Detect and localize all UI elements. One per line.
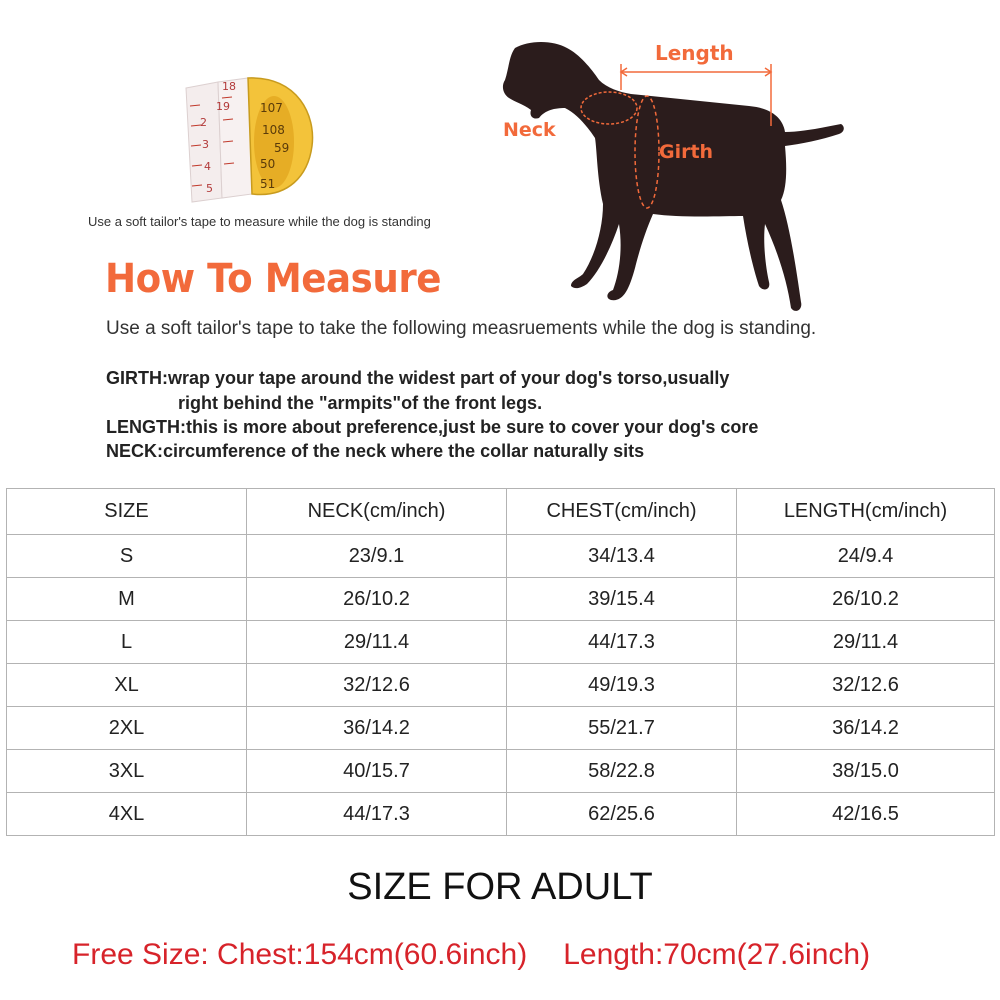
free-size-length: Length:70cm(27.6inch)	[563, 938, 871, 971]
tape-number: 5	[206, 182, 213, 195]
length-cell: 38/15.0	[737, 750, 995, 793]
neck-cell: 23/9.1	[247, 535, 507, 578]
size-cell: 2XL	[7, 707, 247, 750]
tape-number: 19	[216, 100, 230, 113]
tape-measure-illustration	[178, 76, 328, 206]
chest-cell: 55/21.7	[507, 707, 737, 750]
tape-number: 18	[222, 80, 236, 93]
length-cell: 24/9.4	[737, 535, 995, 578]
table-row	[7, 750, 995, 793]
neck-cell: 44/17.3	[247, 793, 507, 836]
neck-cell: 40/15.7	[247, 750, 507, 793]
length-cell: 42/16.5	[737, 793, 995, 836]
girth-label: Girth	[659, 141, 714, 163]
tape-number: 59	[274, 141, 290, 155]
girth-instruction-continued: right behind the "armpits"of the front legs.	[178, 393, 543, 413]
dog-silhouette	[503, 42, 844, 311]
tape-number: 2	[200, 116, 207, 129]
neck-cell: 32/12.6	[247, 664, 507, 707]
neck-cell: 29/11.4	[247, 621, 507, 664]
tape-number: 107	[260, 101, 283, 115]
table-row	[7, 793, 995, 836]
length-label: Length	[655, 41, 734, 65]
neck-cell: 36/14.2	[247, 707, 507, 750]
neck-label: Neck	[503, 119, 556, 141]
girth-instruction: GIRTH:wrap your tape around the widest part of your dog's torso,usually	[106, 368, 730, 388]
length-cell: 36/14.2	[737, 707, 995, 750]
size-cell: 3XL	[7, 750, 247, 793]
size-for-adult-title: SIZE FOR ADULT	[347, 866, 653, 908]
table-row	[7, 664, 995, 707]
tape-number: 51	[260, 177, 276, 191]
table-row	[7, 621, 995, 664]
tape-number: 50	[260, 157, 276, 171]
table-row	[7, 578, 995, 621]
length-cell: 32/12.6	[737, 664, 995, 707]
free-size-chest: Free Size: Chest:154cm(60.6inch)	[72, 938, 528, 971]
length-instruction: LENGTH:this is more about preference,just be sure to cover your dog's core	[106, 417, 759, 437]
chest-cell: 58/22.8	[507, 750, 737, 793]
length-cell: 26/10.2	[737, 578, 995, 621]
tape-number: 4	[204, 160, 211, 173]
size-cell: S	[7, 535, 247, 578]
intro-text: Use a soft tailor's tape to take the following measruements while the dog is standing.	[106, 318, 817, 339]
tape-number: 3	[202, 138, 209, 151]
size-cell: 4XL	[7, 793, 247, 836]
chest-cell: 34/13.4	[507, 535, 737, 578]
chest-cell: 49/19.3	[507, 664, 737, 707]
table-row	[7, 707, 995, 750]
length-cell: 29/11.4	[737, 621, 995, 664]
dog-measurement-illustration	[495, 28, 855, 318]
chest-cell: 44/17.3	[507, 621, 737, 664]
table-row	[7, 535, 995, 578]
neck-cell: 26/10.2	[247, 578, 507, 621]
chest-cell: 39/15.4	[507, 578, 737, 621]
size-cell: XL	[7, 664, 247, 707]
size-chart-table	[6, 488, 995, 836]
header-length: LENGTH(cm/inch)	[737, 489, 995, 535]
free-size-line	[72, 938, 870, 972]
neck-instruction: NECK:circumference of the neck where the collar naturally sits	[106, 441, 645, 461]
size-cell: L	[7, 621, 247, 664]
header-neck: NECK(cm/inch)	[247, 489, 507, 535]
chest-cell: 62/25.6	[507, 793, 737, 836]
tape-number: 108	[262, 123, 285, 137]
header-chest: CHEST(cm/inch)	[507, 489, 737, 535]
tape-caption: Use a soft tailor's tape to measure while the dog is standing	[88, 214, 431, 229]
how-to-measure-title: How To Measure	[105, 256, 441, 302]
size-cell: M	[7, 578, 247, 621]
header-size: SIZE	[7, 489, 247, 535]
table-header-row	[7, 489, 995, 535]
